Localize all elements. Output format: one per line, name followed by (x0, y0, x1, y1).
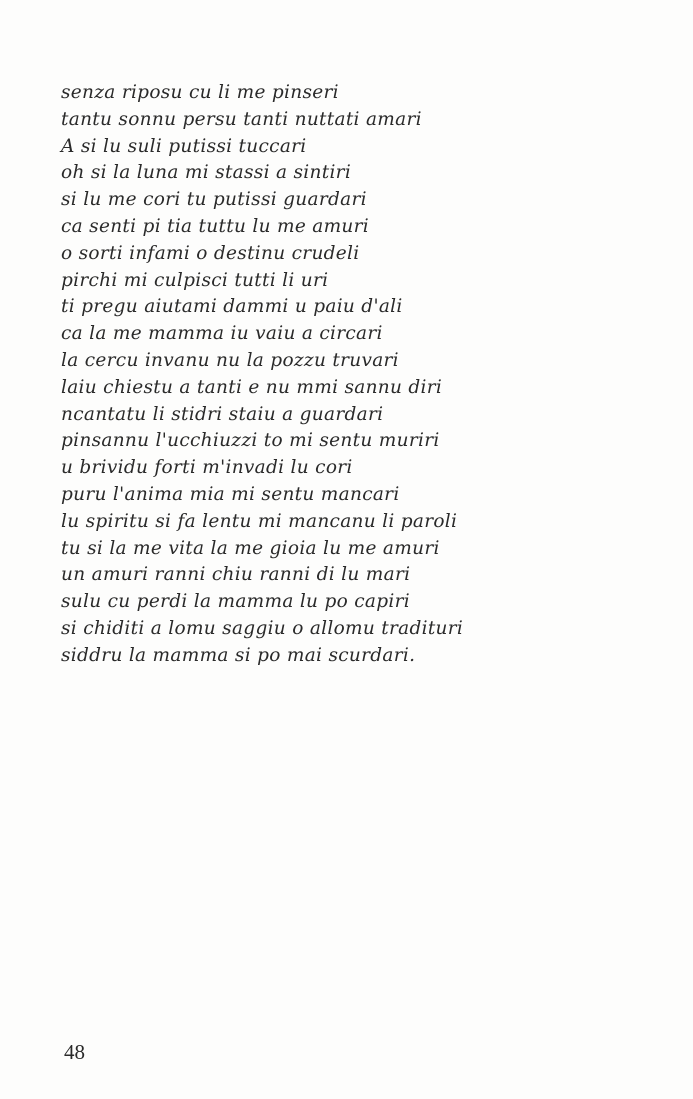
poem-line: siddru la mamma si po mai scurdari. (61, 644, 416, 666)
poem-line: un amuri ranni chiu ranni di lu mari (61, 564, 411, 586)
poem-line: pinsannu l'ucchiuzzi to mi sentu muriri (61, 430, 440, 452)
poem-line: si lu me cori tu putissi guardari (61, 189, 367, 211)
poem-line: u brividu forti m'invadi lu cori (61, 457, 353, 479)
poem-line: ti pregu aiutami dammi u paiu d'ali (61, 296, 403, 318)
page-number: 48 (64, 1040, 85, 1064)
poem-line: la cercu invanu nu la pozzu truvari (61, 349, 399, 371)
poem-line: senza riposu cu li me pinseri (61, 82, 339, 103)
poem-line: lu spiritu si fa lentu mi mancanu li paroli (61, 510, 458, 532)
poem-line: tantu sonnu persu tanti nuttati amari (61, 108, 422, 130)
poem-line: o sorti infami o destinu crudeli (61, 242, 360, 264)
poem-line: ca la me mamma iu vaiu a circari (61, 323, 383, 345)
poem-line: sulu cu perdi la mamma lu po capiri (61, 591, 410, 613)
poem-text (61, 80, 661, 670)
poem-line: pirchi mi culpisci tutti li uri (61, 269, 329, 291)
poem-line: tu si la me vita la me gioia lu me amuri (61, 537, 440, 559)
poem-line: A si lu suli putissi tuccari (61, 135, 307, 157)
poem-line: oh si la luna mi stassi a sintiri (61, 162, 352, 184)
poem-line: ca senti pi tia tuttu lu me amuri (61, 215, 370, 237)
poem-line: ncantatu li stidri staiu a guardari (61, 403, 384, 425)
poem-line: laiu chiestu a tanti e nu mmi sannu diri (61, 376, 443, 398)
poem-line: puru l'anima mia mi sentu mancari (61, 483, 400, 505)
poem-line: si chiditi a lomu saggiu o allomu tradituri (61, 617, 464, 639)
